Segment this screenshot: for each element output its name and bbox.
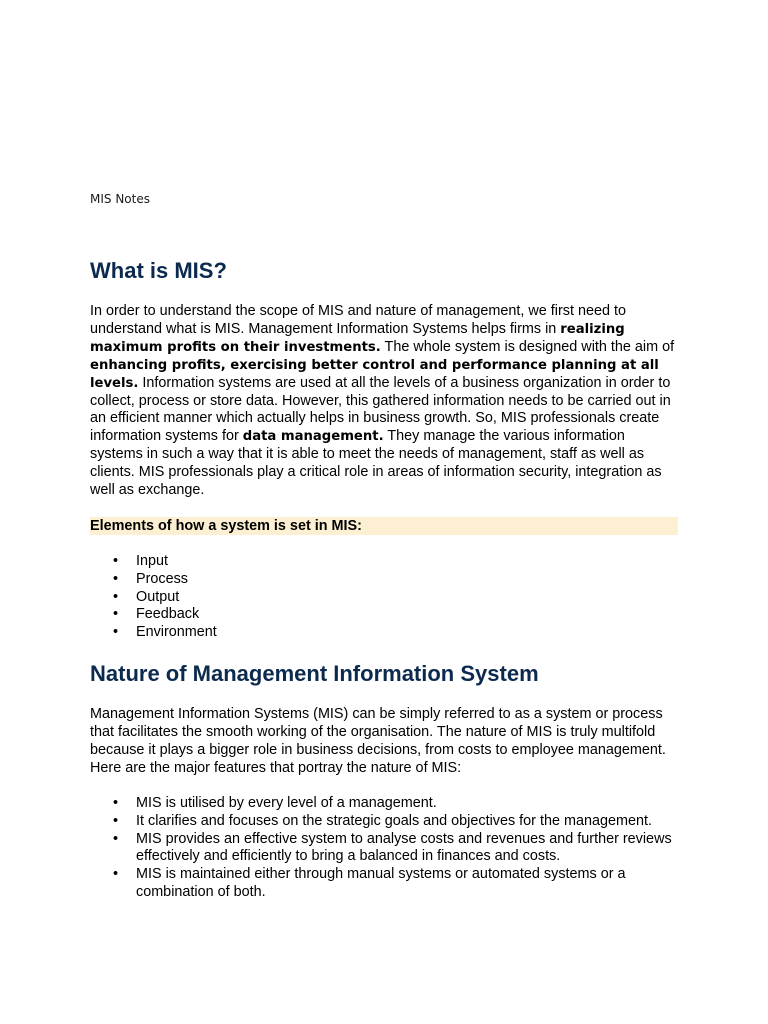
section-paragraph-nature-of-mis: Management Information Systems (MIS) can be simply referred to as a system or process that facilitates the smooth working of the organisation. The nature of MIS is truly multifold because it plays a bigger role in business decisions, from costs to employee management. Here are the major features that portray the nature of MIS: — [90, 706, 666, 776]
list-item-text: Feedback — [136, 606, 200, 623]
list-item-text: Process — [136, 570, 188, 587]
bullet-icon: • — [113, 830, 119, 847]
elements-highlight-heading: Elements of how a system is set in MIS: — [90, 518, 362, 534]
paragraph-text: The whole system is designed with the aim of — [380, 338, 675, 355]
bullet-icon: • — [113, 606, 119, 623]
list-item — [90, 606, 690, 624]
list-item — [90, 571, 690, 589]
list-item-text: MIS is maintained either through manual systems or automated systems or a combination of both. — [136, 866, 626, 900]
paragraph-bold-text: data management. — [242, 429, 384, 445]
bullet-icon: • — [113, 812, 119, 829]
bullet-icon: • — [113, 553, 119, 569]
list-item-text: MIS is utilised by every level of a management. — [136, 795, 437, 811]
paragraph-bold-text: realizing maximum profits on their investments. — [90, 321, 625, 355]
list-item — [90, 831, 690, 867]
document-header-note: MIS Notes — [90, 192, 150, 206]
list-item-text: Input — [136, 553, 169, 569]
list-item — [90, 624, 690, 642]
paragraph-bold-text: enhancing profits, exercising better control and performance planning at all levels. — [90, 357, 659, 391]
list-item-text: Environment — [136, 624, 217, 641]
list-item-text: Output — [136, 588, 180, 605]
bullet-icon: • — [113, 795, 119, 811]
bullet-icon: • — [113, 866, 119, 883]
bullet-icon: • — [113, 570, 119, 587]
paragraph-text: They manage the various information systems in such a way that it is able to meet the needs of management, staff as well as clients. MIS professionals play a critical role in areas of information security, integration as well as exchange. — [90, 428, 662, 499]
elements-list — [90, 553, 690, 642]
bullet-icon: • — [113, 588, 119, 605]
features-list — [90, 795, 690, 902]
paragraph-text: In order to understand the scope of MIS and nature of management, we first need to understand what is MIS. Management Information Systems helps firms in — [90, 303, 626, 337]
list-item-text: It clarifies and focuses on the strategic goals and objectives for the management. — [136, 812, 652, 829]
section-title-nature-of-mis: Nature of Management Information System — [90, 661, 539, 686]
list-item — [90, 553, 690, 571]
list-item — [90, 795, 690, 813]
section-title-what-is-mis: What is MIS? — [90, 258, 227, 283]
list-item — [90, 813, 690, 831]
list-item — [90, 589, 690, 607]
bullet-icon: • — [113, 624, 119, 641]
paragraph-text: Information systems are used at all the levels of a business organization in order to collect, process or store data. However, this gathered information needs to be carried out in an efficient manner which actually helps in business growth. So, MIS professionals create information systems for — [90, 374, 671, 445]
list-item-text: MIS provides an effective system to analyse costs and revenues and further reviews effectively and efficiently to bring a balanced in finances and costs. — [136, 830, 672, 865]
section-paragraph-what-is-mis — [90, 303, 680, 500]
list-item — [90, 866, 690, 902]
